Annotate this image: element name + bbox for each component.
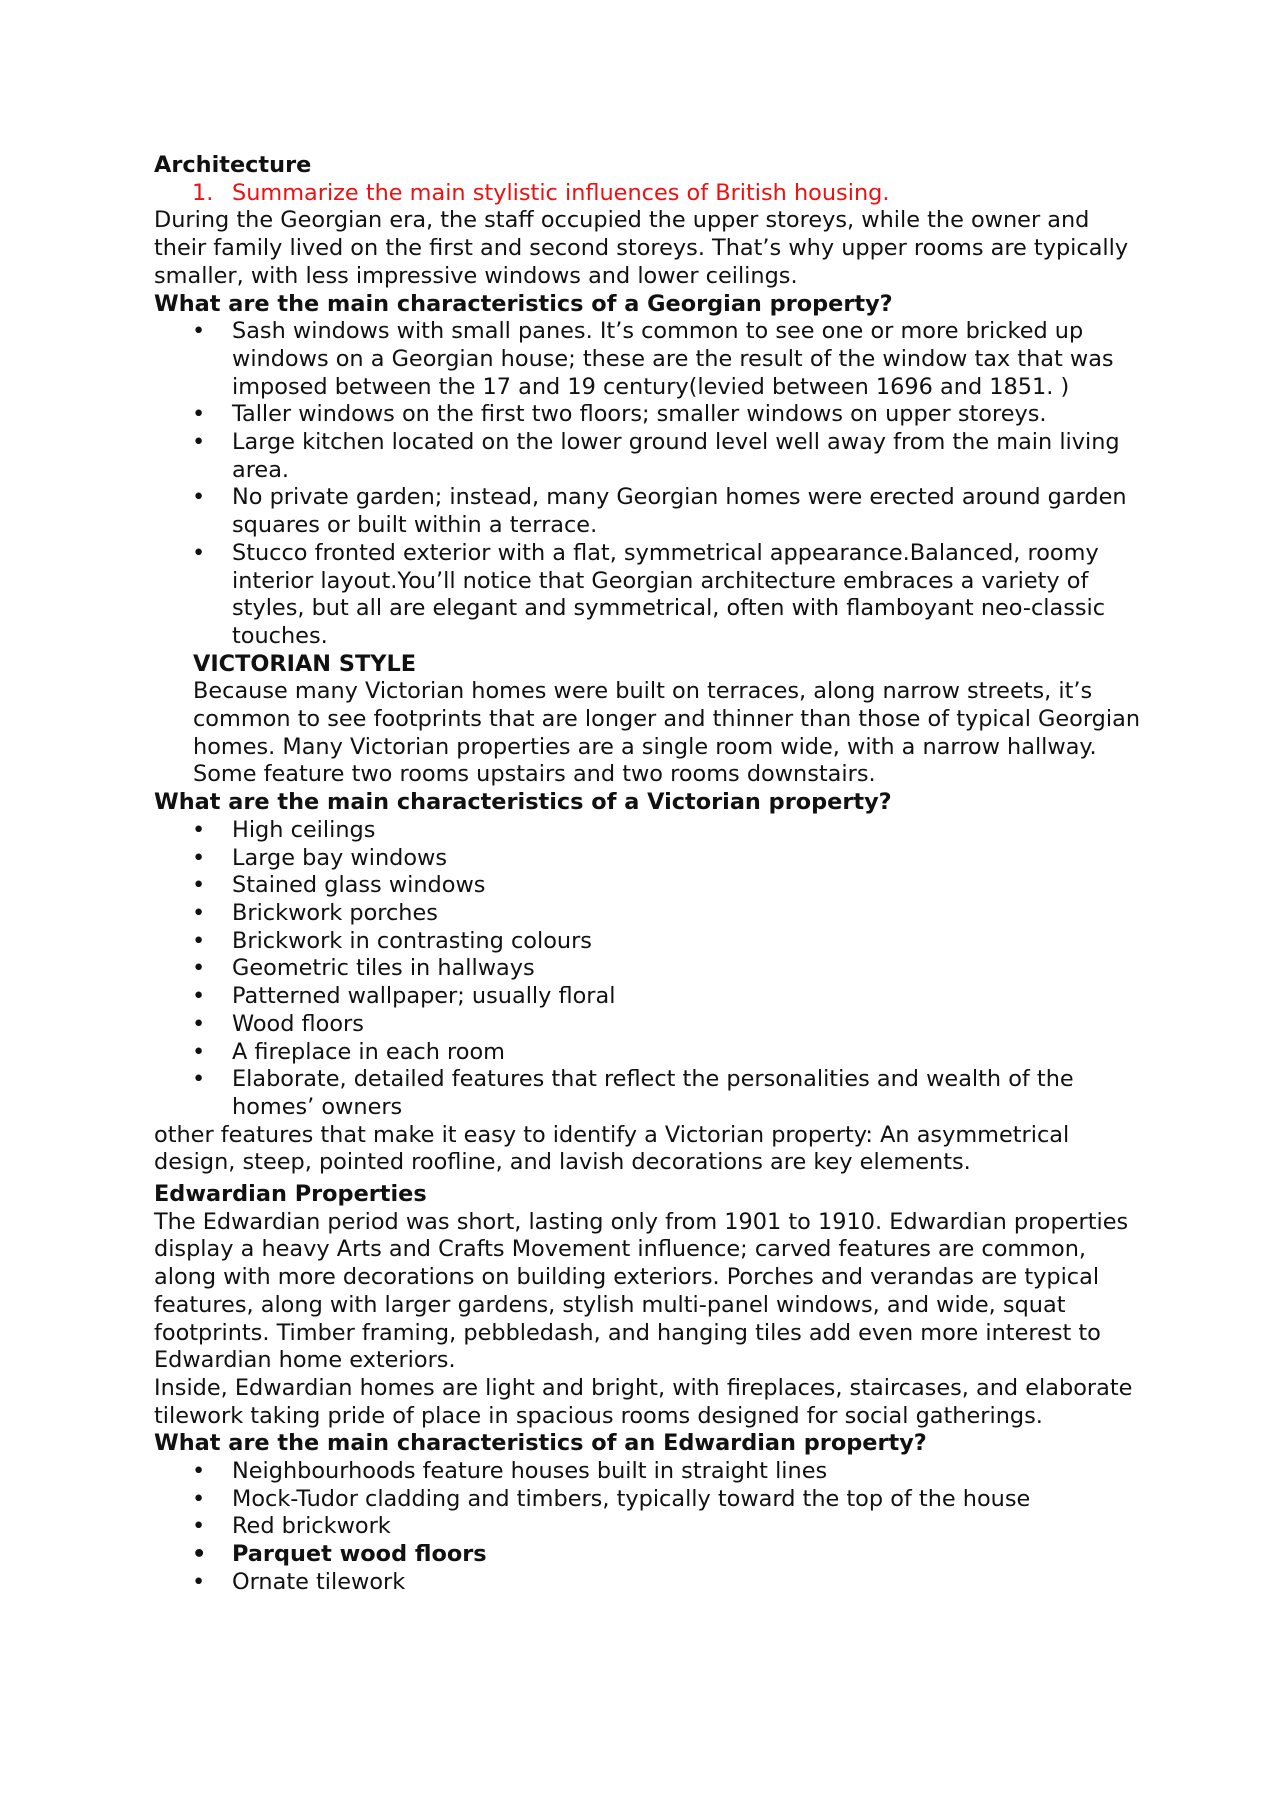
bullet-icon: • [192, 1010, 206, 1037]
victorian-style-heading: VICTORIAN STYLE [193, 650, 417, 677]
bullet-icon: • [192, 983, 206, 1010]
list-item [192, 1011, 1144, 1039]
bullet-icon: • [192, 539, 206, 566]
list-item [192, 1066, 1144, 1121]
list-item-text: A fireplace in each room [232, 1038, 505, 1065]
victorian-characteristics-list [154, 817, 1144, 1122]
bullet-icon: • [192, 872, 206, 899]
list-item-text: Patterned wallpaper; usually floral [232, 983, 616, 1010]
list-item-text: Brickwork in contrasting colours [232, 927, 592, 954]
list-item [192, 872, 1144, 900]
list-item [192, 1569, 1144, 1597]
bullet-icon: • [192, 1485, 206, 1512]
edwardian-paragraph-2: Inside, Edwardian homes are light and bright, with fireplaces, staircases, and elaborate tilework taking pride of place in spacious rooms designed for social gatherings. [154, 1374, 1133, 1429]
list-item [192, 1458, 1144, 1486]
list-item [192, 955, 1144, 983]
list-item [192, 1039, 1144, 1067]
georgian-characteristics-list [154, 318, 1144, 650]
list-item [192, 1486, 1144, 1514]
list-item [192, 983, 1144, 1011]
question-item [192, 180, 1144, 208]
edwardian-properties-heading: Edwardian Properties [154, 1181, 427, 1208]
list-item-text: Parquet wood floors [232, 1541, 487, 1568]
list-item [192, 845, 1144, 873]
list-item-text: Elaborate, detailed features that reflect the personalities and wealth of the homes’ owners [232, 1066, 1074, 1120]
victorian-characteristics-heading: What are the main characteristics of a Victorian property? [154, 789, 892, 816]
list-item-text: Neighbourhoods feature houses built in straight lines [232, 1458, 828, 1485]
list-item [192, 540, 1144, 651]
document-title: Architecture [154, 152, 312, 178]
bullet-icon: • [192, 318, 206, 345]
bullet-icon: • [192, 484, 206, 511]
list-item [192, 1513, 1144, 1541]
georgian-intro-paragraph: During the Georgian era, the staff occupied the upper storeys, while the owner and their family lived on the first and second storeys. That’s why upper rooms are typically smaller, with less impressive windows and lower ceilings. [154, 207, 1129, 289]
list-item [192, 1541, 1144, 1569]
victorian-outro-paragraph: other features that make it easy to identify a Victorian property: An asymmetrical design, steep, pointed roofline, and lavish decorations are key elements. [154, 1121, 1070, 1176]
list-item [192, 900, 1144, 928]
victorian-style-paragraph: Because many Victorian homes were built on terraces, along narrow streets, it’s common to see footprints that are longer and thinner than those of typical Georgian homes. Many Victorian properties are a single room wide, with a narrow hallway. Some feature two rooms upstairs and two rooms downstairs. [193, 678, 1141, 788]
bullet-icon: • [192, 429, 206, 456]
list-item-text: Mock-Tudor cladding and timbers, typically toward the top of the house [232, 1485, 1031, 1512]
bullet-icon: • [192, 1568, 206, 1595]
list-item-text: Stucco fronted exterior with a flat, symmetrical appearance.Balanced, roomy interior layout.You’ll notice that Georgian architecture embraces a variety of styles, but all are elegant and symmetrical, often with flamboyant neo-classic touches. [232, 539, 1106, 649]
list-item-text: Ornate tilework [232, 1568, 406, 1595]
bullet-icon: • [192, 927, 206, 954]
bullet-icon: • [192, 1541, 207, 1568]
list-item [192, 928, 1144, 956]
bullet-icon: • [192, 401, 206, 428]
victorian-style-section [154, 651, 1144, 790]
list-item-text: High ceilings [232, 816, 376, 843]
bullet-icon: • [192, 816, 206, 843]
list-item [192, 817, 1144, 845]
list-item-text: Red brickwork [232, 1513, 391, 1540]
bullet-icon: • [192, 1066, 206, 1093]
bullet-icon: • [192, 955, 206, 982]
list-item [192, 429, 1144, 484]
bullet-icon: • [192, 1513, 206, 1540]
list-item [192, 484, 1144, 539]
document-page [154, 152, 1144, 1597]
list-item-text: Large bay windows [232, 844, 448, 871]
edwardian-characteristics-list [154, 1458, 1144, 1597]
list-item [192, 401, 1144, 429]
bullet-icon: • [192, 844, 206, 871]
bullet-icon: • [192, 899, 206, 926]
bullet-icon: • [192, 1458, 206, 1485]
question-list [154, 180, 1144, 208]
list-item [192, 318, 1144, 401]
list-item-text: Geometric tiles in hallways [232, 955, 535, 982]
list-item-text: Brickwork porches [232, 899, 438, 926]
list-item-text: Taller windows on the first two floors; smaller windows on upper storeys. [232, 401, 1047, 428]
list-item-text: Stained glass windows [232, 872, 486, 899]
list-item-text: Large kitchen located on the lower ground level well away from the main living area. [232, 429, 1120, 483]
edwardian-paragraph-1: The Edwardian period was short, lasting only from 1901 to 1910. Edwardian properties display a heavy Arts and Crafts Movement influence; carved features are common, along with more decorations on building exteriors. Porches and verandas are typical features, along with larger gardens, stylish multi-panel windows, and wide, squat footprints. Timber framing, pebbledash, and hanging tiles add even more interest to Edwardian home exteriors. [154, 1208, 1129, 1374]
list-item-text: Sash windows with small panes. It’s common to see one or more bricked up windows on a Georgian house; these are the result of the window tax that was imposed between the 17 and 19 century(levied between 1696 and 1851. ) [232, 318, 1114, 400]
edwardian-characteristics-heading: What are the main characteristics of an Edwardian property? [154, 1430, 927, 1457]
georgian-characteristics-heading: What are the main characteristics of a Georgian property? [154, 290, 893, 317]
list-item-text: Wood floors [232, 1010, 364, 1037]
list-item-text: No private garden; instead, many Georgian homes were erected around garden squares or built within a terrace. [232, 484, 1127, 539]
question-number: 1. [192, 179, 214, 206]
question-text: Summarize the main stylistic influences of British housing. [232, 179, 890, 206]
bullet-icon: • [192, 1038, 206, 1065]
